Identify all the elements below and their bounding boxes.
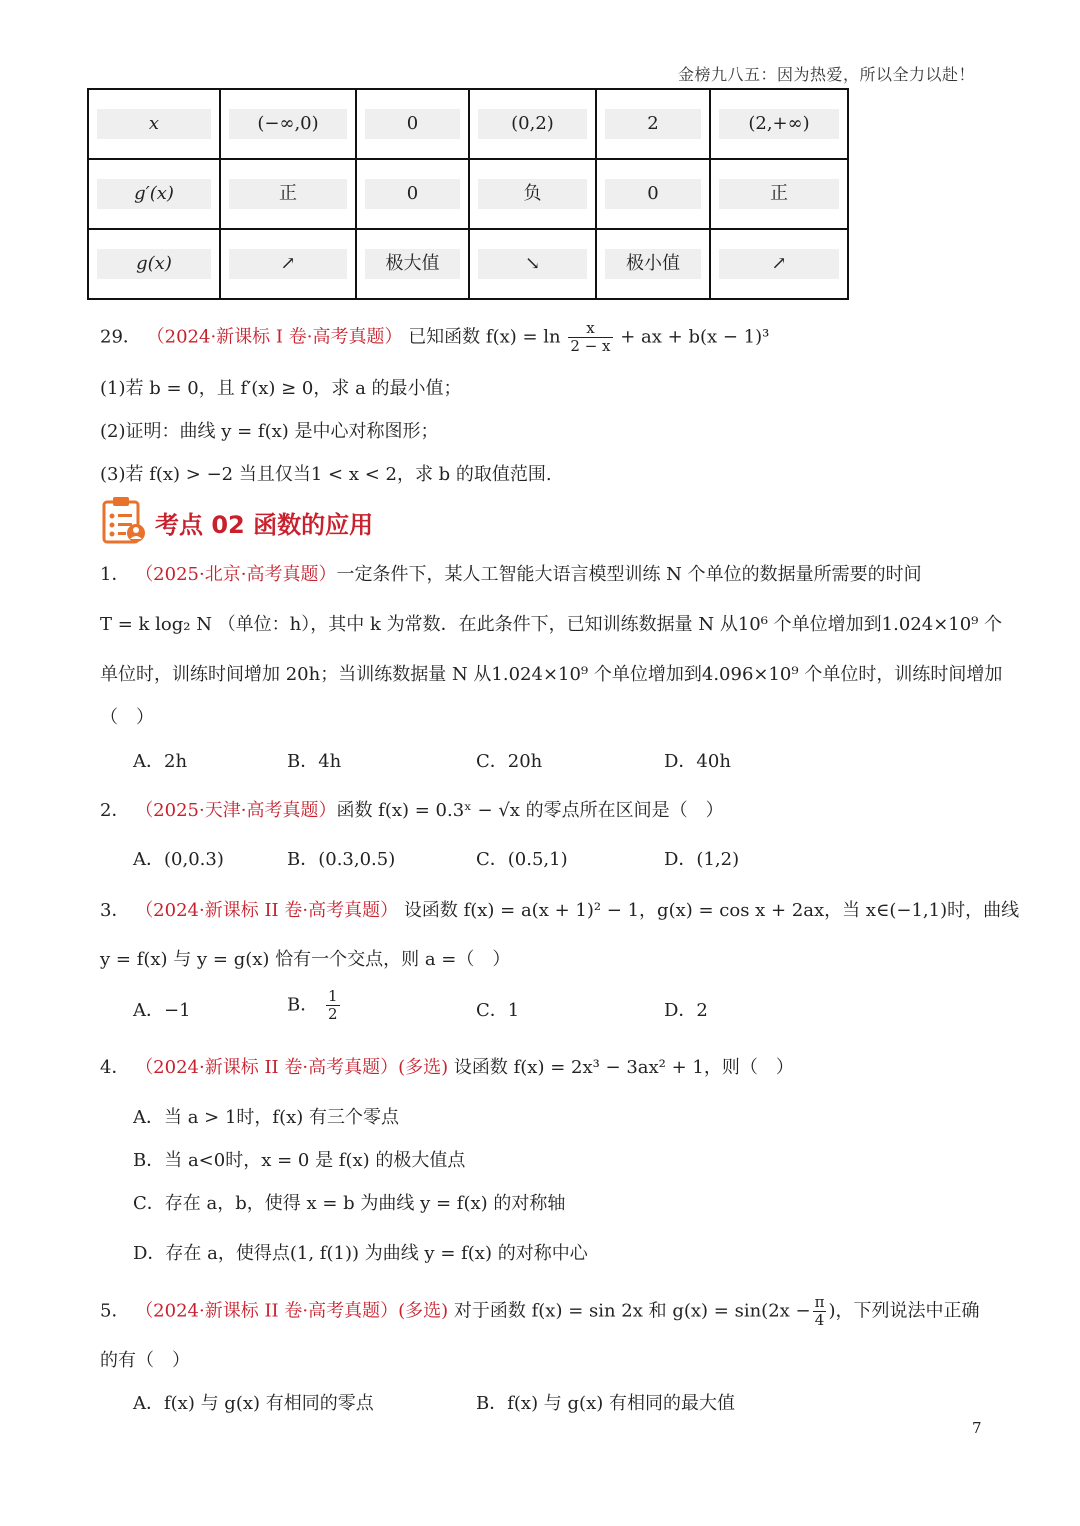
question-number: 5． xyxy=(100,1300,130,1322)
option-a: A．(0,0.3) xyxy=(133,849,224,870)
page-number: 7 xyxy=(972,1419,982,1437)
row-label-x: x xyxy=(97,109,211,139)
question-source: （2024·新课标 I 卷·高考真题） xyxy=(146,326,403,348)
q29-part2: (2)证明：曲线 y = f(x) 是中心对称图形； xyxy=(100,421,439,442)
option-b xyxy=(287,988,342,1023)
table-cell: 0 xyxy=(365,179,460,209)
table-cell: 正 xyxy=(719,179,839,209)
option-b: B．f(x) 与 g(x) 有相同的最大值 xyxy=(476,1393,735,1414)
sign-table xyxy=(87,88,849,300)
option-d: D．40h xyxy=(664,751,731,772)
option-b: B．(0.3,0.5) xyxy=(287,849,396,870)
table-cell: (0,2) xyxy=(478,109,587,139)
table-row xyxy=(88,89,848,159)
option-b: B．当 a<0时，x = 0 是 f(x) 的极大值点 xyxy=(133,1150,466,1171)
option-a: A．2h xyxy=(133,751,188,772)
question-number: 29． xyxy=(100,326,141,348)
option-c: C．(0.5,1) xyxy=(476,849,568,870)
table-cell: ↗ xyxy=(719,249,839,279)
table-cell: 极小值 xyxy=(605,249,701,279)
fraction-denominator: 4 xyxy=(814,1311,825,1329)
stem-text: 已知函数 f(x) = ln xyxy=(408,326,561,348)
row-label-derivative: g′(x) xyxy=(97,179,211,209)
table-cell: 负 xyxy=(478,179,587,209)
table-cell: ↘ xyxy=(478,249,587,279)
q5-stem xyxy=(100,1294,980,1329)
option-c: C．存在 a，b，使得 x = b 为曲线 y = f(x) 的对称轴 xyxy=(133,1193,566,1214)
option-label: B． xyxy=(287,994,319,1016)
option-a: A．f(x) 与 g(x) 有相同的零点 xyxy=(133,1393,374,1414)
table-cell: 0 xyxy=(605,179,701,209)
stem-text: 对于函数 f(x) = sin 2x 和 g(x) = sin(2x − xyxy=(453,1300,811,1322)
question-source: （2024·新课标 II 卷·高考真题）(多选) xyxy=(135,1057,449,1078)
question-number: 1． xyxy=(100,564,130,585)
stem-text: 设函数 f(x) = 2x³ − 3ax² + 1，则（ ） xyxy=(453,1057,794,1078)
question-number: 2． xyxy=(100,800,130,821)
fraction xyxy=(813,1294,827,1329)
page-header-slogan: 金榜九八五：因为热爱，所以全力以赴！ xyxy=(677,65,975,84)
fraction xyxy=(326,988,340,1023)
section-title: 考点 02 函数的应用 xyxy=(155,511,374,539)
table-cell: 0 xyxy=(365,109,460,139)
option-d: D．存在 a，使得点(1, f(1)) 为曲线 y = f(x) 的对称中心 xyxy=(133,1243,588,1264)
q3-line1 xyxy=(100,896,1019,922)
option-a: A．当 a > 1时，f(x) 有三个零点 xyxy=(133,1107,400,1128)
question-number: 3． xyxy=(100,900,130,921)
option-c: C．20h xyxy=(476,751,543,772)
q1-line3: 单位时，训练时间增加 20h；当训练数据量 N 从1.024×10⁹ 个单位增加到4.096×10⁹ 个单位时，训练时间增加 xyxy=(100,664,1003,685)
row-label-function: g(x) xyxy=(97,249,211,279)
option-d: D．(1,2) xyxy=(664,849,740,870)
stem-text: )，下列说法中正确 xyxy=(828,1300,980,1322)
stem-text: 函数 f(x) = 0.3ˣ − √x 的零点所在区间是（ ） xyxy=(336,800,724,821)
question-source: （2024·新课标 II 卷·高考真题）(多选) xyxy=(135,1300,449,1322)
option-d: D．2 xyxy=(664,1000,708,1021)
q29-stem xyxy=(100,320,769,355)
table-row xyxy=(88,229,848,299)
q5-line2: 的有（ ） xyxy=(100,1350,190,1371)
q3-line2: y = f(x) 与 y = g(x) 恰有一个交点，则 a =（ ） xyxy=(100,949,511,970)
question-source: （2024·新课标 II 卷·高考真题） xyxy=(135,900,399,921)
fraction-numerator: x xyxy=(568,320,612,338)
fraction-denominator: 2 xyxy=(327,1005,338,1023)
stem-text: + ax + b(x − 1)³ xyxy=(620,326,770,348)
fraction-denominator: 2 − x xyxy=(570,337,611,355)
fraction xyxy=(568,320,612,355)
table-row xyxy=(88,159,848,229)
q1-line1 xyxy=(100,560,922,586)
q1-blank: （ ） xyxy=(100,707,154,728)
q29-part3: (3)若 f(x) > −2 当且仅当1 < x < 2，求 b 的取值范围. xyxy=(100,464,552,485)
option-c: C．1 xyxy=(476,1000,520,1021)
stem-text: 设函数 f(x) = a(x + 1)² − 1，g(x) = cos x + 2ax，当 x∈(−1,1)时，曲线 xyxy=(403,900,1020,921)
clipboard-icon xyxy=(100,495,148,545)
stem-text: 一定条件下，某人工智能大语言模型训练 N 个单位的数据量所需要的时间 xyxy=(336,564,922,585)
table-cell: (2,+∞) xyxy=(719,109,839,139)
table-cell: ↗ xyxy=(229,249,347,279)
q1-line2: T = k log₂ N （单位：h），其中 k 为常数．在此条件下，已知训练数据量 N 从10⁶ 个单位增加到1.024×10⁹ 个 xyxy=(100,614,1003,635)
table-cell: 极大值 xyxy=(365,249,460,279)
table-cell: 正 xyxy=(229,179,347,209)
question-source: （2025·天津·高考真题） xyxy=(135,800,337,821)
fraction-numerator: 1 xyxy=(327,987,338,1005)
question-source: （2025·北京·高考真题） xyxy=(135,564,337,585)
fraction-numerator: π xyxy=(814,1293,825,1311)
option-a: A．−1 xyxy=(133,1000,191,1021)
table-cell: 2 xyxy=(605,109,701,139)
q4-stem xyxy=(100,1053,794,1079)
q2-stem xyxy=(100,796,724,822)
question-number: 4． xyxy=(100,1057,130,1078)
q29-part1: (1)若 b = 0，且 f′(x) ≥ 0，求 a 的最小值； xyxy=(100,378,462,399)
table-cell: (−∞,0) xyxy=(229,109,347,139)
option-b: B．4h xyxy=(287,751,342,772)
